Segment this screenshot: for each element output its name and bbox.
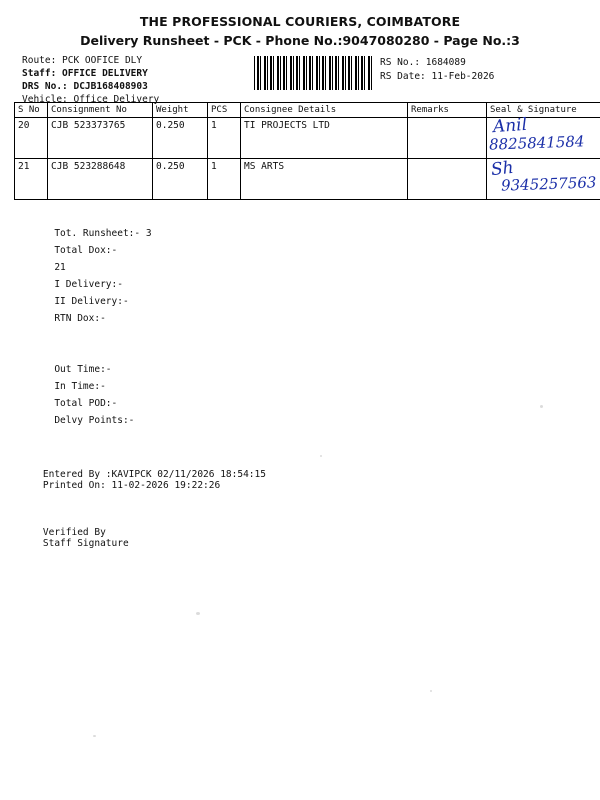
signature-scribble-phone: 8825841584 xyxy=(488,132,585,154)
barcode-image xyxy=(254,56,374,90)
signature-row xyxy=(14,516,586,560)
signature-scribble-name: Sh xyxy=(490,157,515,181)
totals-row-1 xyxy=(20,208,586,344)
scan-speck xyxy=(196,612,200,615)
rs-number-label: RS No.: 1684089 xyxy=(380,57,466,68)
cell-weight: 0.250 xyxy=(153,159,208,200)
cell-remarks xyxy=(408,118,487,159)
total-dox-label: Total Dox:- xyxy=(54,245,118,256)
entered-by-text: Entered By :KAVIPCK 02/11/2026 18:54:15 xyxy=(42,469,266,480)
signature-scribble-phone: 9345257563 xyxy=(500,173,597,195)
signature-scribble-name: Anil xyxy=(492,114,528,138)
in-time-label: In Time:- xyxy=(54,381,106,392)
vehicle-label: Vehicle: Office Delivery xyxy=(22,94,160,105)
total-pod-label: Total POD:- xyxy=(54,398,118,409)
column-header-sno: S No xyxy=(15,103,48,118)
table-row xyxy=(15,118,600,159)
cell-sno: 20 xyxy=(15,118,48,159)
cell-consignment: CJB 523373765 xyxy=(48,118,153,159)
scan-speck xyxy=(540,405,543,408)
staff-signature-label: Staff Signature xyxy=(42,538,129,549)
column-header-consignment: Consignment No xyxy=(48,103,153,118)
column-header-pcs: PCS xyxy=(208,103,241,118)
cell-consignee: MS ARTS xyxy=(241,159,408,200)
table-row xyxy=(15,159,600,200)
company-title: THE PROFESSIONAL COURIERS, COIMBATORE xyxy=(139,14,461,29)
cell-pcs: 1 xyxy=(208,118,241,159)
delvy-points-label: Delvy Points:- xyxy=(54,415,135,426)
cell-remarks xyxy=(408,159,487,200)
cell-sno: 21 xyxy=(15,159,48,200)
runsheet-table xyxy=(14,102,600,200)
cell-weight: 0.250 xyxy=(153,118,208,159)
totals-row-2 xyxy=(20,344,586,446)
printed-on-text: Printed On: 11-02-2026 19:22:26 xyxy=(42,480,221,491)
cell-pcs: 1 xyxy=(208,159,241,200)
rtn-dox-label: RTN Dox:- xyxy=(54,313,106,324)
entered-printed-row xyxy=(14,458,586,502)
scan-speck xyxy=(430,690,432,692)
cell-consignment: CJB 523288648 xyxy=(48,159,153,200)
i-delivery-label: I Delivery:- xyxy=(54,279,123,290)
column-header-weight: Weight xyxy=(153,103,208,118)
meta-right-column xyxy=(380,56,494,84)
drs-number-label: DRS No.: DCJB168408903 xyxy=(22,81,148,92)
cell-seal-signature xyxy=(487,114,600,159)
verified-by-label: Verified By xyxy=(42,527,106,538)
cell-seal-signature xyxy=(487,159,600,200)
column-header-seal: Seal & Signature xyxy=(487,103,600,118)
scan-speck xyxy=(93,735,96,737)
page-title: Delivery Runsheet - PCK - Phone No.:9047080280 - Page No.:3 xyxy=(80,33,520,48)
totals-block xyxy=(14,208,586,446)
tot-runsheet: Tot. Runsheet:- 3 xyxy=(54,228,152,239)
cell-consignee: TI PROJECTS LTD xyxy=(241,118,408,159)
scan-speck xyxy=(320,455,322,457)
ii-delivery-label: II Delivery:- xyxy=(54,296,129,307)
column-header-consignee: Consignee Details xyxy=(241,103,408,118)
route-label: Route: PCK OOFICE DLY xyxy=(22,55,143,66)
rs-date-label: RS Date: 11-Feb-2026 xyxy=(380,71,495,82)
meta-left-column xyxy=(22,54,159,106)
staff-label: Staff: OFFICE DELIVERY xyxy=(22,68,148,79)
out-time-label: Out Time:- xyxy=(54,364,112,375)
column-header-remarks: Remarks xyxy=(408,103,487,118)
meta-block xyxy=(14,54,586,105)
total-dox-value: 21 xyxy=(54,262,66,273)
